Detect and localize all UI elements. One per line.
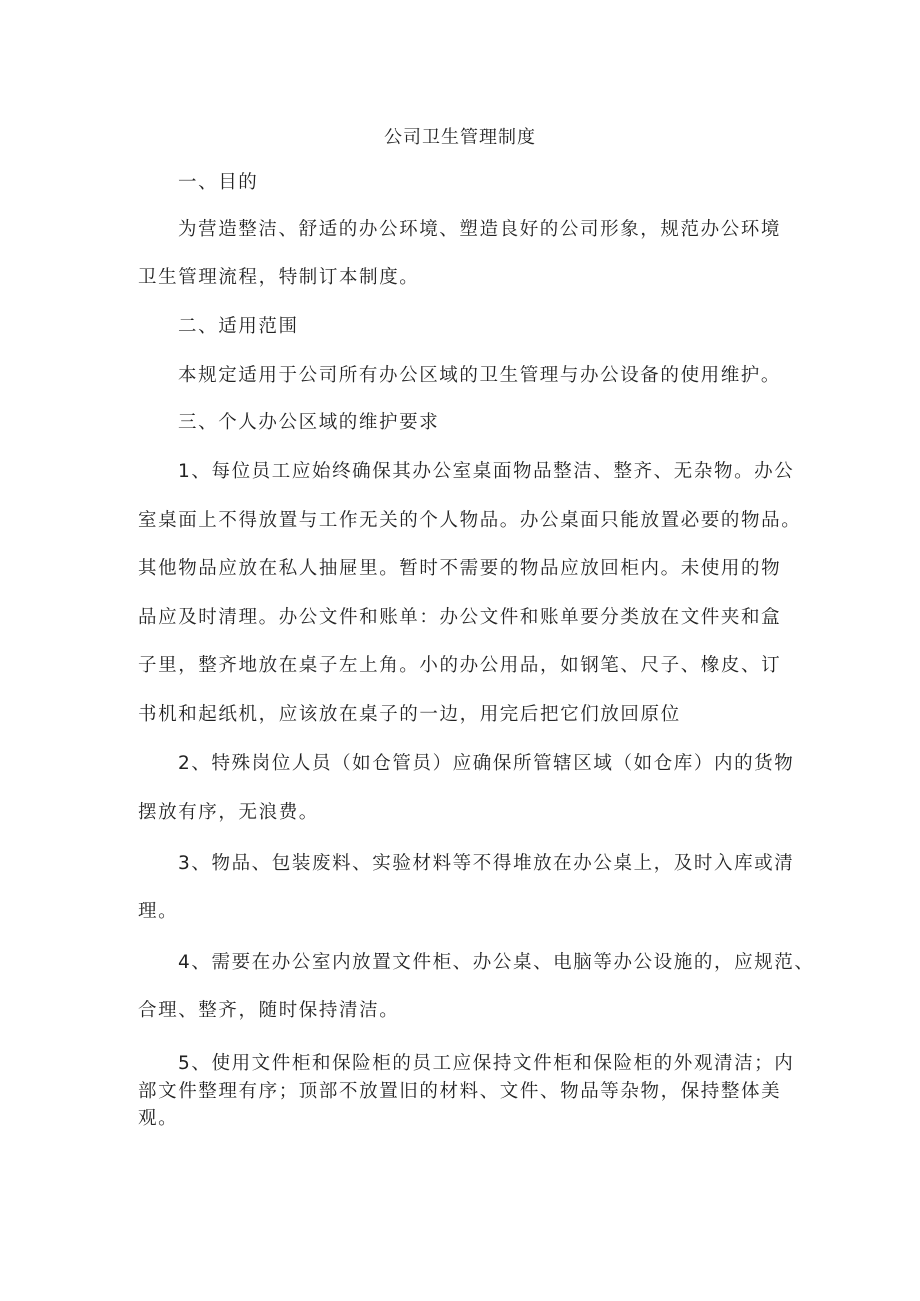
item-2-line: 摆放有序，无浪费。 xyxy=(138,802,319,823)
item-2-line: 2、特殊岗位人员（如仓管员）应确保所管辖区域（如仓库）内的货物 xyxy=(178,753,795,774)
paragraph-line: 为营造整洁、舒适的办公环境、塑造良好的公司形象，规范办公环境 xyxy=(178,219,782,240)
item-1-line: 书机和起纸机，应该放在桌子的一边，用完后把它们放回原位 xyxy=(138,704,681,725)
item-1-line: 子里，整齐地放在桌子左上角。小的办公用品，如钢笔、尺子、橡皮、订 xyxy=(138,655,782,676)
section-heading-scope: 二、适用范围 xyxy=(178,316,299,337)
item-1-line: 室桌面上不得放置与工作无关的个人物品。办公桌面只能放置必要的物品。 xyxy=(138,510,802,531)
item-4-line: 4、需要在办公室内放置文件柜、办公桌、电脑等办公设施的，应规范、 xyxy=(178,952,815,973)
paragraph-line: 本规定适用于公司所有办公区域的卫生管理与办公设备的使用维护。 xyxy=(178,365,782,386)
document-title: 公司卫生管理制度 xyxy=(384,127,536,148)
item-1-line: 1、每位员工应始终确保其办公室桌面物品整洁、整齐、无杂物。办公 xyxy=(178,461,795,482)
item-1-line: 其他物品应放在私人抽屉里。暂时不需要的物品应放回柜内。未使用的物 xyxy=(138,558,782,579)
section-heading-purpose: 一、目的 xyxy=(178,172,259,193)
item-3-line: 理。 xyxy=(138,901,179,922)
item-5-line: 部文件整理有序；顶部不放置旧的材料、文件、物品等杂物，保持整体美 xyxy=(138,1081,782,1102)
item-5-line: 观。 xyxy=(138,1108,179,1129)
item-4-line: 合理、整齐，随时保持清洁。 xyxy=(138,1000,400,1021)
paragraph-line: 卫生管理流程，特制订本制度。 xyxy=(138,267,420,288)
item-5-line: 5、使用文件柜和保险柜的员工应保持文件柜和保险柜的外观清洁；内 xyxy=(178,1053,795,1074)
item-3-line: 3、物品、包装废料、实验材料等不得堆放在办公桌上，及时入库或清 xyxy=(178,853,795,874)
item-1-line: 品应及时清理。办公文件和账单：办公文件和账单要分类放在文件夹和盒 xyxy=(138,607,782,628)
section-heading-requirements: 三、个人办公区域的维护要求 xyxy=(178,412,440,433)
